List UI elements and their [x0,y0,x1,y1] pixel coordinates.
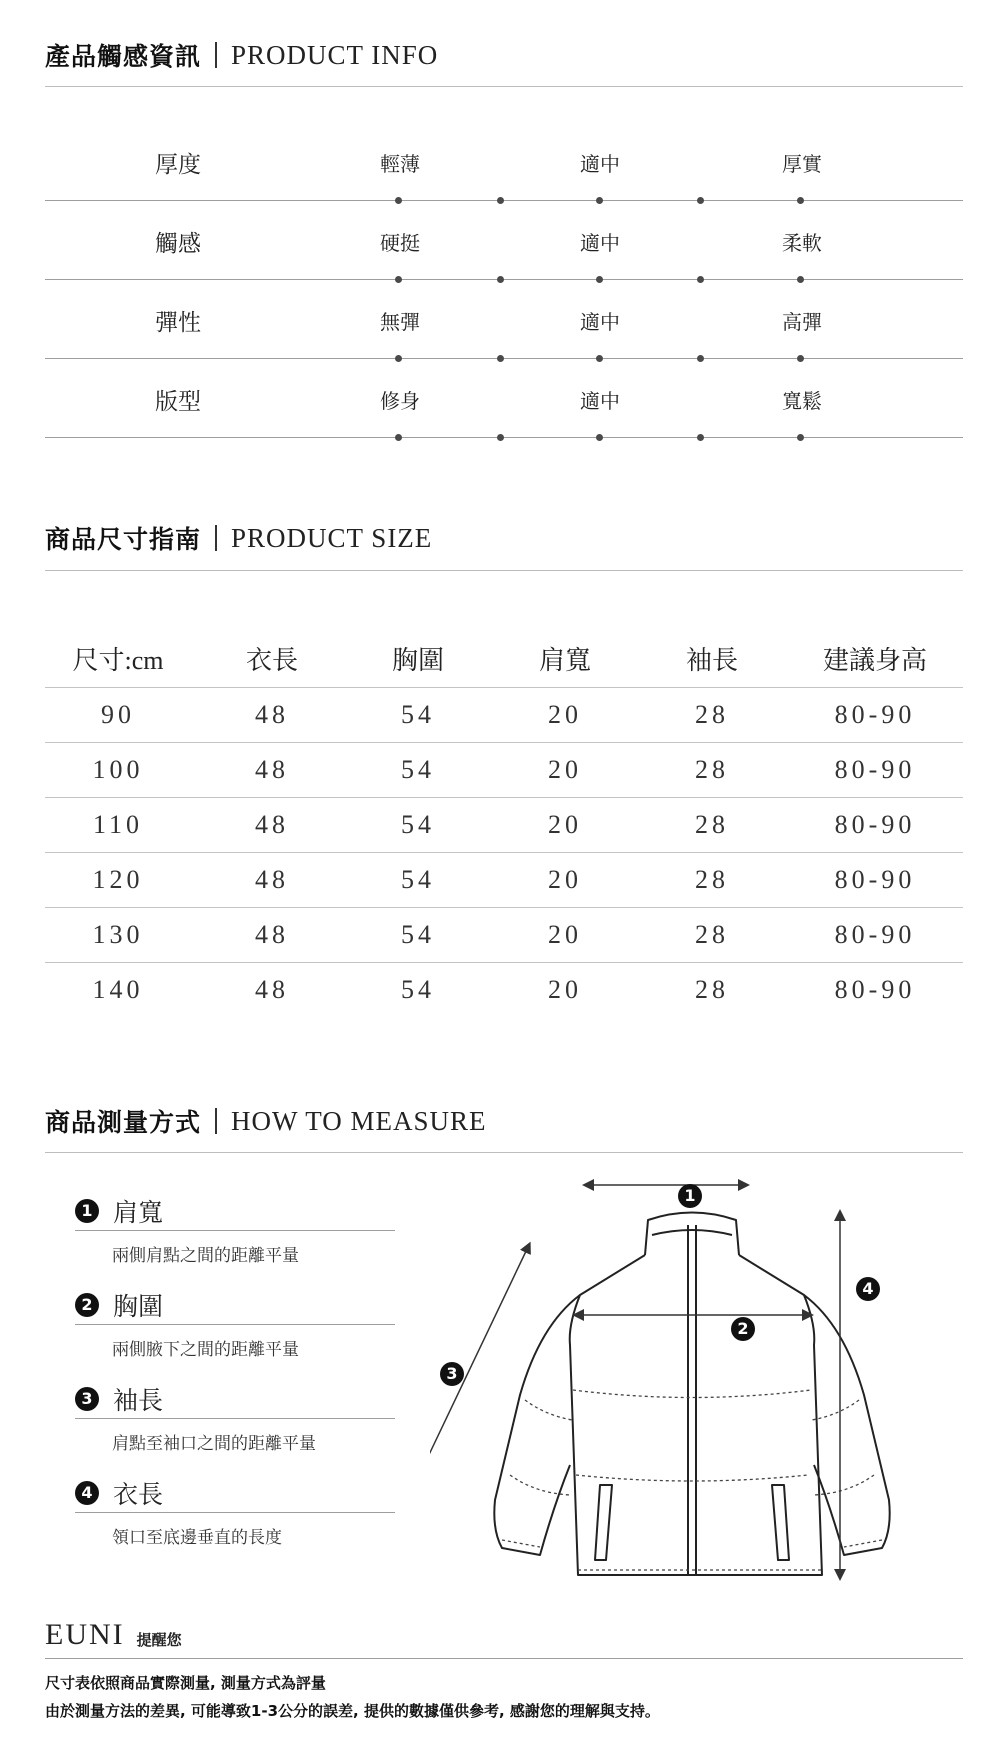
info-row-line [45,200,963,201]
size-table-cell: 28 [695,865,729,894]
info-option: 硬挺 [380,231,420,255]
size-table-header: 袖長 [685,646,738,675]
measure-item-title [75,1287,163,1323]
size-table-cell: 54 [401,755,435,784]
measure-item-desc: 肩點至袖口之間的距離平量 [112,1434,316,1454]
size-table-header: 肩寬 [538,646,591,675]
size-table-cell: 20 [548,865,582,894]
scale-dot [797,276,804,283]
diagram-number-badge: 1 [678,1184,702,1208]
table-row-line [45,907,963,908]
measure-item-title [75,1475,163,1511]
size-table-cell: 20 [548,700,582,729]
size-table-cell: 120 [92,865,144,894]
brand-logo: EUNI [45,1618,125,1651]
info-option: 無彈 [380,310,420,334]
info-option: 輕薄 [380,152,420,176]
title-divider [215,1108,217,1134]
size-table-cell: 20 [548,975,582,1004]
scale-dot [395,355,402,362]
product-info-title-en: PRODUCT INFO [231,39,439,70]
size-table-cell: 28 [695,975,729,1004]
info-row-label: 彈性 [155,310,201,336]
size-table-header: 衣長 [245,646,298,675]
diagram-number-badge: 3 [440,1362,464,1386]
size-table-cell: 20 [548,920,582,949]
measure-header [45,1101,487,1141]
measure-item-label: 袖長 [113,1386,164,1415]
scale-dot [596,276,603,283]
number-badge-icon: 4 [75,1481,99,1505]
footer-note-1: 尺寸表依照商品實際測量, 測量方式為評量 [45,1674,326,1692]
measure-item-label: 胸圍 [113,1292,164,1321]
scale-dot [697,434,704,441]
measure-item-desc: 兩側腋下之間的距離平量 [112,1340,299,1360]
size-table-cell: 54 [401,700,435,729]
product-info-title-cn: 產品觸感資訊 [45,42,202,71]
scale-dot [797,434,804,441]
section-divider [45,570,963,571]
scale-dot [395,197,402,204]
size-table-cell: 80-90 [834,920,916,949]
table-row-line [45,687,963,688]
size-table-header: 尺寸:cm [72,646,164,675]
scale-dot [797,355,804,362]
measure-item-label: 衣長 [113,1480,164,1509]
title-divider [215,525,217,551]
measure-title-en: HOW TO MEASURE [231,1105,487,1136]
info-option: 柔軟 [782,231,822,255]
title-divider [215,42,217,68]
jacket-diagram-icon [430,1175,930,1595]
size-table-header: 建議身高 [822,646,927,675]
size-table-cell: 28 [695,755,729,784]
size-table-cell: 80-90 [834,755,916,784]
info-option: 適中 [580,389,620,413]
info-option: 寬鬆 [782,389,822,413]
diagram-number-badge: 2 [731,1317,755,1341]
number-badge-icon: 2 [75,1293,99,1317]
size-table-cell: 54 [401,975,435,1004]
number-badge-icon: 3 [75,1387,99,1411]
scale-dot [497,276,504,283]
size-table-cell: 80-90 [834,865,916,894]
size-table-cell: 28 [695,810,729,839]
info-option: 高彈 [782,310,822,334]
measure-item-line [75,1512,395,1513]
brand-note: 提醒您 [136,1631,182,1649]
measure-item-title [75,1193,163,1229]
measure-item-title [75,1381,163,1417]
table-row-line [45,852,963,853]
size-table-cell: 80-90 [834,700,916,729]
measure-item-desc: 領口至底邊垂直的長度 [112,1528,282,1548]
size-table-cell: 48 [255,975,289,1004]
table-row-line [45,962,963,963]
scale-dot [697,276,704,283]
measure-item-label: 肩寬 [113,1198,164,1227]
product-size-title-en: PRODUCT SIZE [231,522,433,553]
scale-dot [797,197,804,204]
scale-dot [596,434,603,441]
size-table-cell: 48 [255,920,289,949]
footer-divider [45,1658,963,1659]
scale-dot [395,434,402,441]
section-divider [45,86,963,87]
size-table-cell: 28 [695,700,729,729]
info-row-label: 版型 [155,389,201,415]
scale-dot [497,197,504,204]
table-row-line [45,742,963,743]
diagram-number-badge: 4 [856,1277,880,1301]
size-table-cell: 48 [255,865,289,894]
scale-dot [697,197,704,204]
footer-note-2: 由於測量方法的差異, 可能導致1-3公分的誤差, 提供的數據僅供參考, 感謝您的理解與支持。 [45,1702,660,1720]
scale-dot [697,355,704,362]
product-size-title-cn: 商品尺寸指南 [45,525,202,554]
size-table-cell: 48 [255,810,289,839]
info-option: 適中 [580,231,620,255]
scale-dot [497,434,504,441]
size-table-cell: 140 [92,975,144,1004]
size-table-cell: 20 [548,810,582,839]
product-info-header [45,35,438,75]
measure-item-desc: 兩側肩點之間的距離平量 [112,1246,299,1266]
section-divider [45,1152,963,1153]
info-option: 修身 [380,389,420,413]
size-table-cell: 110 [92,810,144,839]
info-row-line [45,358,963,359]
size-table-cell: 54 [401,920,435,949]
scale-dot [596,197,603,204]
measure-item-line [75,1230,395,1231]
scale-dot [497,355,504,362]
info-row-line [45,279,963,280]
size-table-cell: 48 [255,700,289,729]
measure-item-line [75,1418,395,1419]
info-option: 適中 [580,152,620,176]
measure-title-cn: 商品測量方式 [45,1108,202,1137]
info-option: 適中 [580,310,620,334]
size-table-cell: 54 [401,865,435,894]
info-option: 厚實 [782,152,822,176]
info-row-line [45,437,963,438]
size-table-cell: 100 [92,755,144,784]
size-table-cell: 20 [548,755,582,784]
size-table-cell: 90 [101,700,135,729]
size-table-cell: 80-90 [834,975,916,1004]
size-table-cell: 54 [401,810,435,839]
brand-notice [45,1620,182,1650]
size-table-cell: 130 [92,920,144,949]
size-table-cell: 80-90 [834,810,916,839]
number-badge-icon: 1 [75,1199,99,1223]
info-row-label: 厚度 [155,152,201,178]
size-table-cell: 48 [255,755,289,784]
product-size-header [45,518,432,558]
size-table-cell: 28 [695,920,729,949]
scale-dot [596,355,603,362]
measure-item-line [75,1324,395,1325]
info-row-label: 觸感 [155,231,201,257]
table-row-line [45,797,963,798]
scale-dot [395,276,402,283]
size-table-header: 胸圍 [391,646,444,675]
